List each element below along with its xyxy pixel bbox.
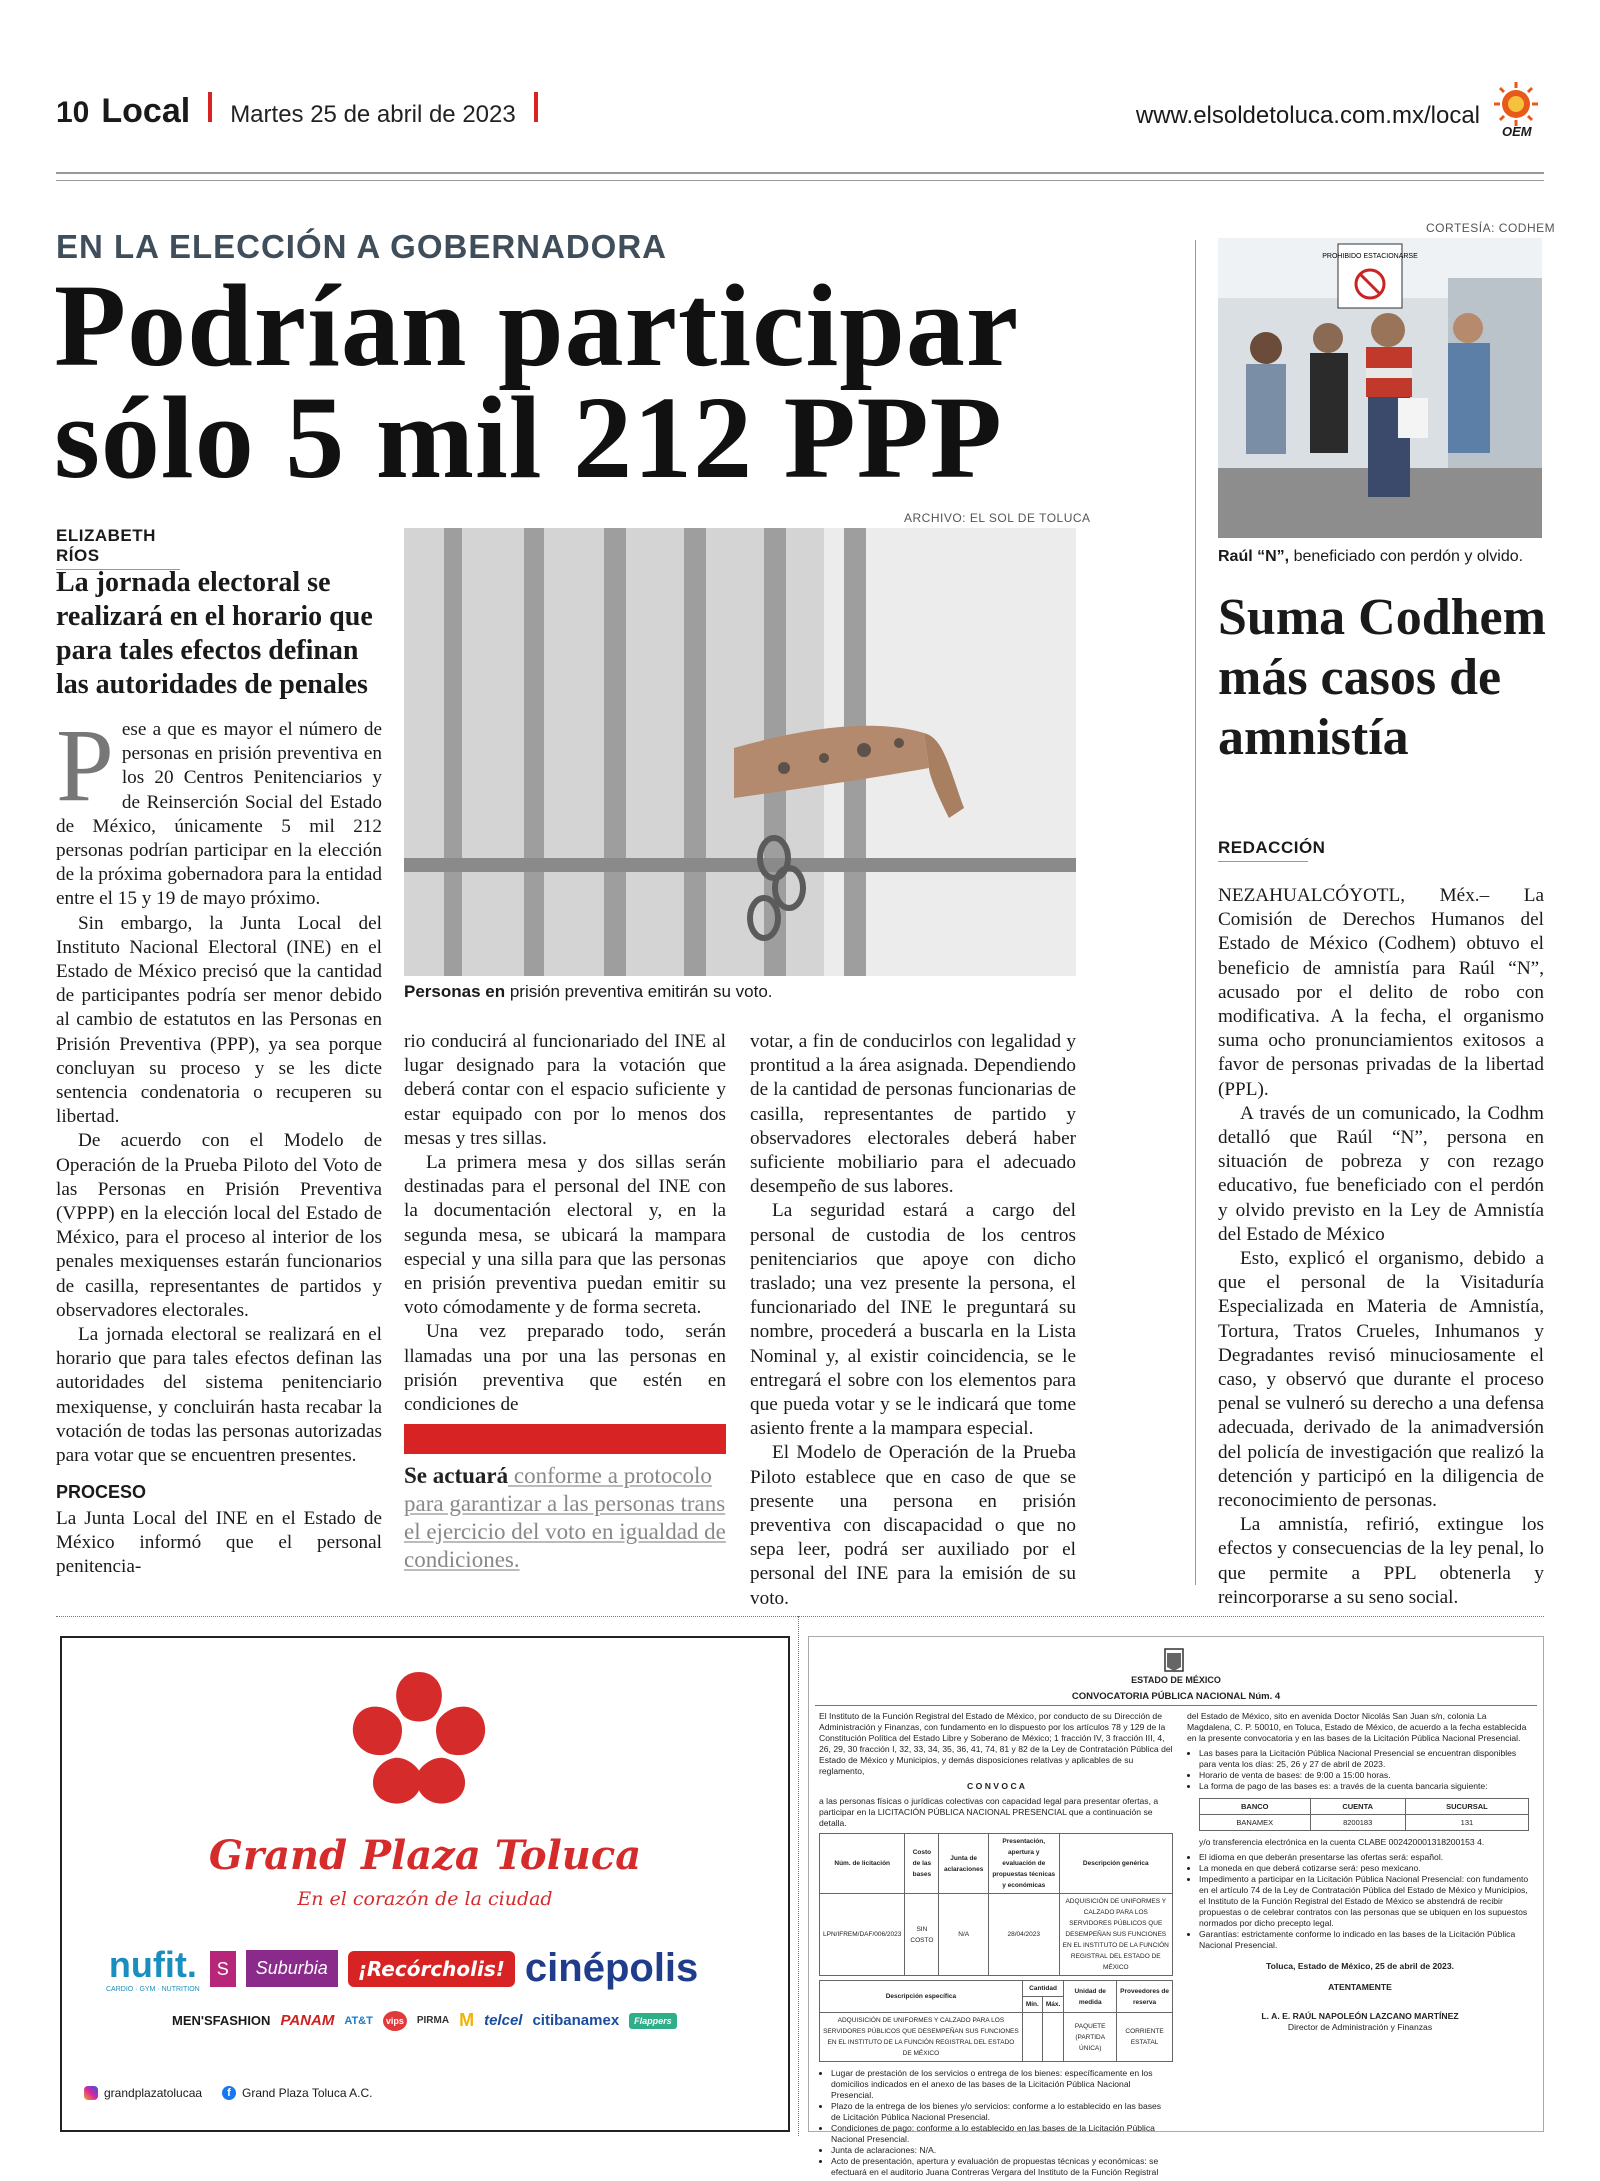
article-headline — [54, 260, 1154, 503]
photo-credit: ARCHIVO: EL SOL DE TOLUCA — [904, 511, 1091, 525]
website-link[interactable]: www.elsoldetoluca.com.mx/local — [1135, 102, 1480, 129]
oem-text: OEM — [1502, 124, 1532, 139]
article-paragraph: rio conducirá al funcionariado del INE al lugar designado para la votación que deberá contar con el espacio suficiente y estar equipado con por lo menos dos mesas y tres sillas. — [404, 1031, 726, 1149]
flower-logo-icon — [344, 1664, 494, 1814]
sidebar-paragraph: Esto, explicó el organismo, debido a que el personal de la Visitaduría Especializada en Materia de Amnistía, Tortura, Tratos Crueles, Inhumanos y Degradantes revisó minuciosamente el caso, y observó que durante el proceso penal se vulneró su derecho a una defensa adecuada, derivado de la animadversión del policía de investigación que realizó la detención y participó en la diligencia de reconocimiento de personas. — [1218, 1248, 1544, 1512]
instagram-handle: grandplazatolucaa — [104, 2086, 203, 2100]
notice-right-intro: del Estado de México, sito en avenida Doctor Nicolás San Juan s/n, colonia La Magdalena, C. P. 50010, en Toluca, Estado de México, de acuerdo a la fecha establecida en la presente convocatoria y en las bases de la Licitación Pública Nacional Presencial. — [1187, 1711, 1527, 1743]
tenant-citibanamex: citibanamex — [532, 2012, 620, 2029]
notice-clabe: y/o transferencia electrónica en la cuenta CLABE 002420001318200153 4. — [1199, 1837, 1485, 1847]
header-rule — [56, 180, 1544, 181]
sidebar-paragraph: A través de un comunicado, la Codhm detalló que Raúl “N”, persona en situación de pobreza y con rezago educativo, fue beneficiado con el perdón y olvido previsto en la Ley de Amnistía del Estado de México — [1218, 1102, 1544, 1245]
sidebar-byline: REDACCIÓN — [1218, 838, 1308, 862]
tenant-logos-row-1 — [106, 1944, 766, 1993]
tenant-logo-suburbia: Suburbia — [246, 1950, 338, 1987]
prison-photo — [404, 528, 1076, 976]
plaza-instagram[interactable] — [84, 2086, 202, 2100]
notice-title: CONVOCATORIA PÚBLICA NACIONAL Núm. 4 — [1071, 1691, 1281, 1702]
notice-org: ESTADO DE MÉXICO — [1131, 1675, 1221, 1685]
notice-right-column — [1187, 1711, 1533, 2037]
instagram-icon — [84, 2086, 98, 2100]
sidebar-paragraph: La amnistía, refirió, extingue los efectos y consecuencias de la ley penal, lo que permite a PPL obtenerla y reincorporarse a su seno social. — [1218, 1514, 1544, 1608]
notice-convoca-text: a las personas físicas o jurídicas colectivas con capacidad legal para presentar ofertas, a participar en la LICITACIÓN PÚBLICA NACIONAL PRESENCIAL que a continuación se detalla. — [819, 1796, 1159, 1828]
article-paragraph: Pese a que es mayor el número de personas en prisión preventiva en los 20 Centros Penitenciarios y de Reinserción Social del Estado de México, únicamente 5 mil 212 personas podrían participar en la elección de la próxima gobernadora para la entidad entre el 15 y 19 de mayo próximo. — [56, 708, 382, 910]
notice-rule — [815, 1705, 1537, 1706]
sidebar-photo-credit: CORTESÍA: CODHEM — [1426, 221, 1556, 235]
article-paragraph: Una vez preparado todo, serán llamadas una por una las personas en prisión preventiva que estén en condiciones de — [404, 1321, 726, 1416]
article-column-1 — [56, 708, 382, 1579]
plaza-brand: Grand Plaza Toluca — [208, 1832, 642, 1879]
article-paragraph: De acuerdo con el Modelo de Operación de la Prueba Piloto del Voto de las Personas en Prisión Preventiva (VPPP) en la elección local del Estado de México, para el proceso al interior de los penales mexiquenses estarán funcionarios de casilla, representantes de partidos y observadores electorales. — [56, 1130, 382, 1321]
notice-bullet: • Junta de aclaraciones: N/A. — [831, 2145, 1173, 2156]
sidebar-caption-lead: Raúl “N”, — [1218, 548, 1290, 565]
sidebar-paragraph: NEZAHUALCÓYOTL, Méx.– La Comisión de Derechos Humanos del Estado de México (Codhem) obtuvo el beneficio de amnistía para Raúl “N”, acusado por el delito de robo con modificativa. A la fecha, el organismo suma ocho pronunciamientos exitosos a favor de personas privadas de la libertad (PPL). — [1218, 885, 1544, 1100]
notice-intro: El Instituto de la Función Registral del Estado de México, por conducto de su Dirección de Administración y Finanzas, con fundamento en lo dispuesto por los artículos 78 y 129 de la Constitución Política del Estado Libre y Soberano de México; 1 fracción IV, 3 fracción III, 4, 26, 29, 30 fracción I, 32, 33, 34, 35, 36, 41, 74, 81 y 82 de la Ley de Contratación Pública del Estado de México y Municipios, y demás disposiciones relativas y aplicables de su reglamento, — [819, 1711, 1173, 1776]
items-table: Descripción específica Cantidad Unidad de medida Proveedores de reserva Mín. Máx. ADQUISICIÓN DE UNIFORMES Y CALZADO PARA LOS SERVIDORES PÚBLICOS QUE DESEMPEÑAN SUS FUNCIONES EN EL INSTITUTO DE LA FUNCIÓN REGISTRAL DEL ESTADO DE MÉXICO PAQUETE (PARTIDA ÚNICA) CORRIENTE ESTATAL — [819, 1980, 1173, 2062]
sidebar-caption-text: beneficiado con perdón y olvido. — [1289, 548, 1524, 565]
notice-regards: ATENTAMENTE — [1328, 1982, 1392, 1992]
notice-signer: L. A. E. RAÚL NAPOLEÓN LAZCANO MARTÍNEZ — [1261, 2011, 1459, 2021]
notice-place-date: Toluca, Estado de México, 25 de abril de 2023. — [1265, 1961, 1455, 1971]
sidebar-caption — [1218, 548, 1523, 566]
state-logo-icon — [1139, 1647, 1209, 1675]
notice-right-bullets — [1187, 1748, 1533, 1792]
article-column-3 — [750, 1030, 1076, 1611]
article-column-2 — [404, 1030, 726, 1417]
tenant-flappers: Flappers — [629, 2013, 677, 2029]
tenant-telcel: telcel — [484, 2012, 523, 2029]
drop-cap: P — [56, 708, 114, 823]
notice-convoca: C O N V O C A — [967, 1781, 1025, 1791]
pullquote — [404, 1462, 726, 1574]
codhem-photo — [1218, 238, 1542, 538]
header-divider — [534, 92, 538, 122]
tenant-pirma: PIRMA — [416, 2015, 450, 2026]
plaza-facebook[interactable] — [222, 2086, 373, 2100]
article-subhead: La jornada electoral se realizará en el horario que para tales efectos definan las autoridades de penales — [56, 567, 373, 700]
bid-table: Núm. de licitación Costo de las bases Junta de aclaraciones Presentación, apertura y evaluación de propuestas técnicas y económicas Descripción genérica LPN/IFREM/DAF/006/2023 SIN COSTO N/A 28/04/2023 ADQUISICIÓN DE UNIFORMES Y CALZADO PARA LOS SERVIDORES PÚBLICOS QUE DESEMPEÑAN SUS FUNCIONES EN EL INSTITUTO DE LA FUNCIÓN REGISTRAL DEL ESTADO DE MÉXICO — [819, 1833, 1173, 1976]
caption-text: prisión preventiva emitirán su voto. — [505, 982, 773, 1001]
tenant-mcdonalds: M — [459, 2010, 475, 2030]
notice-left-column — [819, 1711, 1173, 2178]
notice-bullet: • Condiciones de pago: conforme a lo establecido en las bases de la Licitación Pública Nacional Presencial. — [831, 2123, 1173, 2145]
headline-line: Podrían participar — [54, 260, 1020, 391]
oem-logo — [1488, 80, 1544, 140]
pullquote-text: conforme a protocolo para garantizar a las personas trans el ejercicio del voto en igualdad de condiciones. — [404, 1463, 726, 1572]
notice-bullet: • Las bases para la Licitación Pública Nacional Presencial se encuentran disponibles para venta los días: 25, 26 y 27 de abril de 2023. — [1199, 1748, 1533, 1770]
header-rule — [56, 172, 1544, 174]
header-divider — [208, 92, 212, 122]
notice-bullet: • Garantías: estrictamente conforme lo indicado en las bases de la Licitación Pública Nacional Presencial. — [1199, 1929, 1533, 1951]
headline-line: sólo 5 mil 212 PPP — [54, 372, 1003, 503]
tenant-panam: PANAM — [280, 2012, 335, 2029]
tenant-logos-row-2 — [172, 2010, 752, 2031]
ads-divider — [56, 1616, 1544, 1617]
tenant-logo-recorcholis: ¡Recórcholis! — [348, 1951, 515, 1987]
notice-signer-role: Director de Administración y Finanzas — [1287, 2022, 1433, 2032]
tenant-att: AT&T — [344, 2014, 373, 2027]
article-paragraph: La seguridad estará a cargo del personal de custodia de los centros penitenciarios que apoye con dicho traslado; una vez presente la persona, el funcionariado del INE le preguntará su nombre, procederá a buscarla en la Lista Nominal y, al existir coincidencia, se le entregará el sobre con los elementos para que pueda votar y se le indicará que tome asiento frente a la mampara especial. — [750, 1200, 1076, 1440]
ads-divider-vertical — [798, 1616, 799, 2136]
article-paragraph: La jornada electoral se realizará en el horario que para tales efectos definan las autoridades del sistema penitenciario mexiquense, y concluirán hasta recabar la votación de todas las personas autorizadas para votar que se encuentren presentes. — [56, 1324, 382, 1467]
notice-bullet: • Lugar de prestación de los servicios o entrega de los bienes: específicamente en los domicilios indicados en el anexo de las bases de la Licitación Pública Nacional Presencial. — [831, 2068, 1173, 2101]
notice-bullet: • Plazo de la entrega de los bienes y/o servicios: conforme a lo establecido en las bases de Licitación Pública Nacional Presencial. — [831, 2101, 1173, 2123]
pullquote-lead: Se actuará — [404, 1463, 509, 1488]
notice-bullet: • El idioma en que deberán presentarse las ofertas será: español. — [1199, 1852, 1533, 1863]
article-byline: ELIZABETH RÍOS — [56, 526, 180, 570]
notice-bullet: • Impedimento a participar en la Licitación Pública Nacional Presencial: con fundamento en el artículo 74 de la Ley de Contratación Pública del Estado de México y Municipios, el Instituto de la Función Registral del Estado de México se abstendrá de recibir propuestas o de celebrar contratos con las personas que se ubiquen en los supuestos normados por dicho precepto legal. — [1199, 1874, 1533, 1929]
tenant-logo-cinepolis: cinépolis — [524, 1946, 699, 1990]
grand-plaza-ad[interactable] — [60, 1636, 790, 2132]
notice-left-bullets — [819, 2068, 1173, 2178]
no-parking-sign: PROHIBIDO ESTACIONARSE — [1322, 253, 1418, 260]
notice-bullet: • La moneda en que deberá cotizarse será: peso mexicano. — [1199, 1863, 1533, 1874]
sidebar-body — [1218, 884, 1544, 1610]
notice-bullet: • Acto de presentación, apertura y evaluación de propuestas técnicas y económicas: se efectuará en el auditorio Juana Contreras Vergara del Instituto de la Función Registral — [831, 2156, 1173, 2178]
prison-bars-illustration — [404, 528, 1076, 976]
bank-table: BANCO CUENTA SUCURSAL BANAMEX 8200183 131 — [1199, 1798, 1529, 1831]
article-paragraph: votar, a fin de conducirlos con legalidad y prontitud a la área asignada. Dependiendo de la cantidad de personas funcionarias de casilla, representantes de partido y observadores electorales deberá haber suficiente mobiliario para el adecuado desempeño de sus labores. — [750, 1031, 1076, 1198]
convocatoria-notice — [808, 1636, 1544, 2177]
suburbia-icon: S — [210, 1951, 236, 1987]
issue-date: Martes 25 de abril de 2023 — [230, 101, 516, 128]
page-number: 10 — [56, 96, 90, 129]
facebook-handle: Grand Plaza Toluca A.C. — [242, 2086, 373, 2100]
article-paragraph: Sin embargo, la Junta Local del Instituto Nacional Electoral (INE) en el Estado de México precisó que la cantidad de participantes podría ser menor debido al cambio de estatutos en las Personas en Prisión Preventiva (PPP), ya sea porque concluyan su proceso y se les dicte sentencia condenatoria o recuperen su libertad. — [56, 912, 382, 1128]
sidebar-headline: Suma Codhem más casos de amnistía — [1218, 589, 1546, 766]
people-illustration — [1218, 238, 1542, 538]
caption-lead: Personas en — [404, 982, 506, 1001]
notice-right-bullets-2 — [1187, 1852, 1533, 1951]
facebook-icon: f — [222, 2086, 236, 2100]
article-paragraph: El Modelo de Operación de la Prueba Piloto establece que en caso de que se presente una persona en prisión preventiva con discapacidad o que no sepa leer, podrá ser auxiliado por el personal del INE para la emisión de su voto. — [750, 1442, 1076, 1609]
column-divider — [1195, 240, 1196, 1585]
tenant-vips: vips — [383, 2011, 407, 2031]
pullquote-bar — [404, 1424, 726, 1454]
section-subtitle: PROCESO — [56, 1482, 147, 1503]
article-kicker: EN LA ELECCIÓN A GOBERNADORA — [56, 228, 668, 265]
notice-bullet: • Horario de venta de bases: de 9:00 a 15:00 horas. — [1199, 1770, 1533, 1781]
tenant-mensfashion: MEN'SFASHION — [172, 2013, 271, 2028]
photo-caption — [404, 982, 773, 1002]
section-name: Local — [101, 92, 191, 130]
page-header-left — [56, 92, 544, 131]
article-paragraph: La primera mesa y dos sillas serán destinadas para el personal del INE con la documentación electoral y, en la segunda mesa, se ubicará la mampara especial y una silla para que las personas en prisión preventiva puedan emitir su voto cómodamente y de forma secreta. — [404, 1152, 726, 1319]
article-paragraph: La Junta Local del INE en el Estado de México informó que el personal penitencia- — [56, 1507, 382, 1577]
plaza-tagline: En el corazón de la ciudad — [297, 1888, 553, 1910]
notice-bullet: • La forma de pago de las bases es: a través de la cuenta bancaria siguiente: — [1199, 1781, 1533, 1792]
tenant-logo-nufit: nufit. CARDIO · GYM · NUTRITION — [106, 1944, 200, 1993]
